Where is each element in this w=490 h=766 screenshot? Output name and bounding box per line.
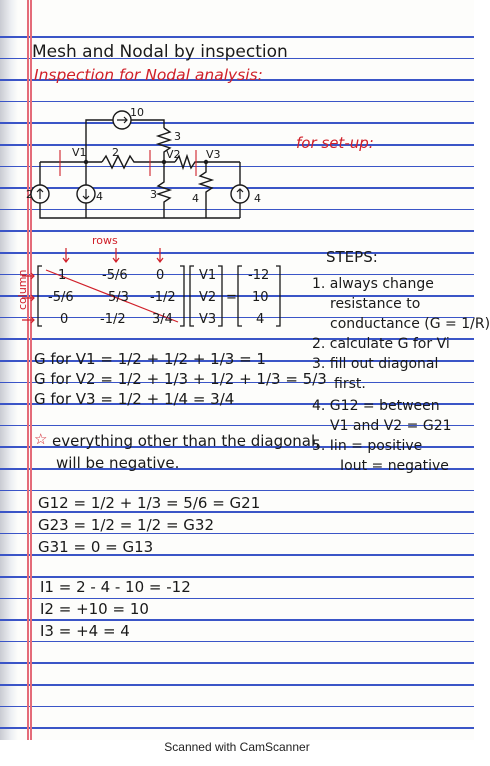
label-src-left2: 4 bbox=[96, 190, 103, 203]
label-node-v1: V1 bbox=[72, 146, 87, 159]
label-src-left: 2 bbox=[26, 188, 33, 201]
page-title: Mesh and Nodal by inspection bbox=[32, 42, 288, 62]
ruled-line bbox=[0, 230, 474, 232]
current-2: I2 = +10 = 10 bbox=[40, 600, 149, 618]
label-src-right: 4 bbox=[254, 192, 261, 205]
matrix-g31: 0 bbox=[60, 312, 69, 327]
current-1: I1 = 2 - 4 - 10 = -12 bbox=[40, 578, 191, 596]
matrix-i2: 10 bbox=[252, 290, 269, 305]
matrix-v2: V2 bbox=[199, 290, 217, 305]
step-line-6: first. bbox=[334, 376, 366, 392]
matrix-equals: = bbox=[226, 290, 237, 305]
step-line-9: 5. Iin = positive bbox=[312, 438, 423, 454]
step-line-1: 1. always change bbox=[312, 276, 434, 292]
matrix-g22: 5/3 bbox=[108, 290, 129, 305]
label-r-top: 3 bbox=[174, 130, 181, 143]
g-equation-2: G for V2 = 1/2 + 1/3 + 1/2 + 1/3 = 5/3 bbox=[34, 370, 327, 388]
matrix-g12: -5/6 bbox=[102, 268, 128, 283]
note-line-1: everything other than the diagonal, bbox=[52, 432, 320, 450]
matrix-g11: 1 bbox=[58, 268, 67, 283]
matrix-i1: -12 bbox=[248, 268, 270, 283]
column-label: column bbox=[16, 269, 29, 310]
matrix-v1: V1 bbox=[199, 268, 217, 283]
ruled-line bbox=[0, 641, 474, 643]
label-node-v3: V3 bbox=[206, 148, 221, 161]
matrix-i3: 4 bbox=[256, 312, 265, 327]
steps-title: STEPS: bbox=[326, 248, 378, 266]
off-diagonal-3: G31 = 0 = G13 bbox=[38, 538, 154, 556]
matrix-g13: 0 bbox=[156, 268, 165, 283]
current-3: I3 = +4 = 4 bbox=[40, 622, 130, 640]
rows-label: rows bbox=[92, 234, 118, 247]
label-node-v2: V2 bbox=[166, 148, 181, 161]
ruled-line bbox=[0, 598, 474, 600]
step-line-4: 2. calculate G for Vi bbox=[312, 336, 450, 352]
matrix-v3: V3 bbox=[199, 312, 217, 327]
scanner-footer bbox=[0, 736, 474, 755]
step-line-5: 3. fill out diagonal bbox=[312, 356, 439, 372]
step-line-10: Iout = negative bbox=[340, 458, 449, 474]
label-r-mid: 2 bbox=[112, 146, 119, 159]
g-equation-1: G for V1 = 1/2 + 1/2 + 1/3 = 1 bbox=[34, 350, 266, 368]
ruled-line bbox=[0, 662, 474, 664]
off-diagonal-2: G23 = 1/2 = 1/2 = G32 bbox=[38, 516, 215, 534]
star-icon: ☆ bbox=[34, 430, 48, 448]
matrix-g23: -1/2 bbox=[150, 290, 176, 305]
setup-note: for set-up: bbox=[296, 134, 374, 152]
footer-text: Scanned with CamScanner bbox=[164, 740, 310, 754]
step-line-2: resistance to bbox=[330, 296, 421, 312]
ruled-line bbox=[0, 490, 474, 492]
label-source-top: 10 bbox=[130, 106, 144, 119]
matrix-g32: -1/2 bbox=[100, 312, 126, 327]
matrix-g21: -5/6 bbox=[48, 290, 74, 305]
step-line-8: V1 and V2 = G21 bbox=[330, 418, 452, 434]
step-line-7: 4. G12 = between bbox=[312, 398, 440, 414]
circuit-diagram bbox=[0, 0, 474, 230]
ruled-line bbox=[0, 684, 474, 686]
label-r-bottom-right: 4 bbox=[192, 192, 199, 205]
ruled-line bbox=[0, 619, 474, 621]
label-r-bottom-mid: 3 bbox=[150, 188, 157, 201]
page-subtitle: Inspection for Nodal analysis: bbox=[34, 66, 263, 84]
note-line-2: will be negative. bbox=[56, 454, 180, 472]
step-line-3: conductance (G = 1/R) bbox=[330, 316, 490, 332]
ruled-line bbox=[0, 706, 474, 708]
ruled-line bbox=[0, 727, 474, 729]
matrix-g33: 3/4 bbox=[152, 312, 173, 327]
off-diagonal-1: G12 = 1/2 + 1/3 = 5/6 = G21 bbox=[38, 494, 261, 512]
g-equation-3: G for V3 = 1/2 + 1/4 = 3/4 bbox=[34, 390, 235, 408]
